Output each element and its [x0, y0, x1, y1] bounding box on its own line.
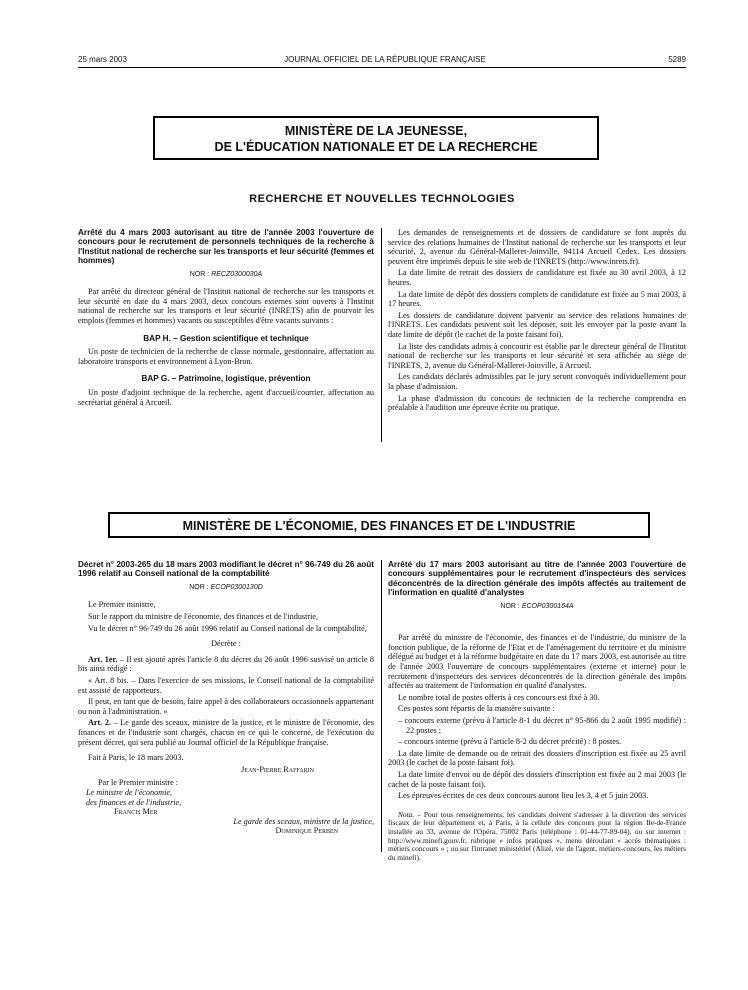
- arrete2-p2: Le nombre total de postes offerts à ces concours est fixé à 30.: [398, 692, 600, 702]
- ministry-title-line1: MINISTÈRE DE LA JEUNESSE,: [284, 124, 468, 138]
- arrete2-column: [388, 560, 686, 864]
- arrete2-p5: La date limite d'envoi ou de dépôt des dossiers d'inscription est fixée au 2 mai 2003 (le cachet de la poste faisant foi).: [388, 769, 686, 789]
- header-rule: [78, 67, 686, 68]
- decret-p2: Sur le rapport du ministre de l'économie, des finances et de l'industrie,: [88, 612, 319, 621]
- nor-code: RECZ0300030A: [211, 270, 263, 278]
- nota-text: – Pour tous renseignements, les candidats doivent s'adresser à la direction des services fiscaux de leur département et, à Paris, à la cellule des concours pour la région Ile-de-France installée au 33, avenue de l'Opéra, 75002 Paris (téléphone : 01-44-77-89-04), ou sur internet : http://www.minefi.gouv.fr, rubrique « infos pratiques », menu déroulant « accès thématiques : métiers concours » ; ou sur l'intranet ministériel (Alizé, vie de l'agent, métiers-concours, les métiers du minefi).: [388, 809, 686, 862]
- arrete2-nor: [388, 602, 686, 612]
- art2-label: Art. 2.: [88, 718, 111, 728]
- signer-perben: Dominique Perben: [275, 826, 338, 836]
- list-item: – concours externe (prévu à l'article 8-1 du décret n° 95-866 du 2 août 1995 modifié) : 22 postes ;: [398, 715, 686, 735]
- bap-h-label: BAP H. – Gestion scientifique et technique: [143, 333, 309, 343]
- arrete2-p6: Les épreuves écrites de ces deux concours auront lieu les 3, 4 et 5 juin 2003.: [398, 791, 649, 801]
- arrete2-p1: Par arrêté du ministre de l'économie, des finances et de l'industrie, du ministre de la fonction publique, de la réforme de l'Etat et de l'aménagement du territoire et du ministre délégué au budget et à la réforme budgétaire en date du 17 mars 2003, est autorisée au titre de l'année 2003 l'ouverture de concours supplémentaires (externe et interne) pour le recrutement d'inspecteurs des services déconcentrés de la direction générale des impôts affectés au traitement de l'information en qualité d'analystes.: [388, 633, 686, 691]
- arrete1-r6: Les candidats déclarés admissibles par le jury seront convoqués individuellement pour la phase d'admission.: [388, 372, 686, 391]
- bap-g-label: BAP G. – Patrimoine, logistique, prévention: [141, 374, 311, 384]
- arrete1-r1: Les demandes de renseignements et de dossiers de candidature se font auprès du service des relations humaines de l'Institut national de recherche sur les transports et leur sécurité, 2, avenue du Général-Malleret-Joinville, 94114 Arcueil Cedex. Les dossiers peuvent être imprimés depuis le site web de l'INRETS (http://www.inrets.fr).: [388, 228, 686, 266]
- nor-label: NOR :: [189, 583, 209, 591]
- arrete1-title: Arrêté du 4 mars 2003 autorisant au titre de l'année 2003 l'ouverture de concours pour le recrutement de personnels techniques de la recherche à l'Institut national de recherche sur les transports et leur sécurité (femmes et hommes): [78, 228, 374, 266]
- ministre-eco-line1: Le ministre de l'économie,: [86, 787, 173, 797]
- decret-art2: [78, 718, 374, 747]
- section-title-recherche: RECHERCHE ET NOUVELLES TECHNOLOGIES: [249, 193, 515, 205]
- ministre-eco-line2: des finances et de l'industrie,: [86, 797, 182, 807]
- bap-h-text: Un poste de technicien de la recherche de classe normale, gestionnaire, affectation au laboratoire transports et environnement à Lyon-Bron.: [78, 347, 374, 366]
- ministry2-title: MINISTÈRE DE L'ÉCONOMIE, DES FINANCES ET DE L'INDUSTRIE: [182, 519, 576, 533]
- nor-code: ECOP0300130D: [210, 583, 263, 591]
- nota-label: Nota.: [398, 809, 415, 819]
- decret-p3: Vu le décret n° 96-749 du 26 août 1996 relatif au Conseil national de la comptabilité,: [88, 623, 367, 633]
- art1-text: – Il est ajouté après l'article 8 du décret du 26 août 1996 susvisé un article 8 bis ainsi rédigé :: [78, 654, 375, 674]
- par-premier-ministre: Par le Premier ministre :: [98, 778, 179, 788]
- decret-column: [78, 560, 374, 836]
- decret-art8bis: « Art. 8 bis. – Dans l'exercice de ses missions, le Conseil national de la comptabilité est assisté de rapporteurs.: [78, 675, 374, 695]
- list-item: – concours interne (prévu à l'article 8-2 du décret précité) : 8 postes.: [398, 737, 622, 747]
- garde-des-sceaux: Le garde des sceaux, ministre de la justice,: [233, 816, 374, 826]
- column-divider-2: [381, 560, 382, 852]
- arrete2-p4: La date limite de demande ou de retrait des dossiers d'inscription est fixée au 25 avril 2003 (le cachet de la poste faisant foi).: [388, 748, 686, 768]
- postes-list: [388, 716, 686, 747]
- arrete1-r4: Les dossiers de candidature doivent parvenir au service des relations humaines de l'INRETS. Les candidats peuvent soit les déposer, soit les envoyer par la poste avant la date limite de dépôt (le cachet de la poste faisant foi).: [388, 310, 686, 339]
- arrete1-right-column: [388, 228, 686, 415]
- art1-label: Art. 1er.: [88, 654, 118, 664]
- decret-title: Décret n° 2003-265 du 18 mars 2003 modifiant le décret n° 96-749 du 26 août 1996 relatif au Conseil national de la comptabilité: [78, 560, 374, 579]
- decret-art1: [78, 655, 374, 674]
- bap-g-heading: [78, 374, 374, 384]
- header-date: 25 mars 2003: [78, 55, 127, 64]
- column-divider-1: [381, 228, 382, 442]
- decret-nor: [78, 583, 374, 593]
- decret-p1: Le Premier ministre,: [88, 600, 156, 610]
- arrete2-p3: Ces postes sont répartis de la manière suivante :: [398, 704, 555, 714]
- ministry-title-line2: DE L'ÉDUCATION NATIONALE ET DE LA RECHERCHE: [214, 140, 538, 154]
- arrete1-r3: La date limite de dépôt des dossiers complets de candidature est fixée au 5 mai 2003, à 17 heures.: [388, 289, 686, 309]
- bap-h-heading: [78, 334, 374, 344]
- signer-raffarin: Jean-Pierre Raffarin: [241, 764, 314, 774]
- bap-g-text: Un poste d'adjoint technique de la recherche, agent d'accueil/courrier, affectation au secrétariat général à Arcueil.: [78, 387, 374, 407]
- arrete1-r2: La date limite de retrait des dossiers de candidature est fixée au 30 avril 2003, à 12 heures.: [388, 268, 686, 287]
- nor-code: ECOP0300164A: [521, 602, 574, 610]
- decret-art8bis2: Il peut, en tant que de besoin, faire appel à des collaborateurs occasionnels appartenant ou non à l'administration. »: [78, 697, 374, 716]
- header-page-number: 5289: [668, 55, 686, 64]
- arrete1-nor: [78, 270, 374, 280]
- header-journal-title: JOURNAL OFFICIEL DE LA RÉPUBLIQUE FRANÇAISE: [284, 55, 486, 64]
- ministry-box-economie: [108, 512, 650, 538]
- arrete1-para1: Par arrêté du directeur général de l'Institut national de recherche sur les transports et leur sécurité en date du 4 mars 2003, deux concours externes sont ouverts à l'Institut national de recherche sur les transports et leur sécurité (INRETS) afin de pourvoir les emplois (femmes et hommes) vacants ou susceptibles d'être vacants suivants :: [78, 287, 374, 325]
- art2-text: – Le garde des sceaux, ministre de la justice, et le ministre de l'économie, des finances et de l'industrie sont chargés, chacun en ce qui le concerne, de l'exécution du présent décret, qui sera publié au Journal officiel de la République française.: [78, 718, 374, 747]
- arrete2-nota: [388, 811, 686, 863]
- nor-label: NOR :: [189, 270, 210, 278]
- arrete1-r7: La phase d'admission du concours de technicien de la recherche comprendra en préalable à l'audition une épreuve écrite ou pratique.: [388, 393, 686, 413]
- arrete2-title: Arrêté du 17 mars 2003 autorisant au titre de l'année 2003 l'ouverture de concours supplémentaires pour le recrutement d'inspecteurs des services déconcentrés de la direction générale des impôts affectés au traitement de l'information en qualité d'analystes: [388, 560, 686, 598]
- ministry-box-education: [153, 116, 599, 160]
- decret-fait: Fait à Paris, le 18 mars 2003.: [88, 753, 184, 763]
- decrete: Décrète :: [211, 639, 241, 649]
- nor-label: NOR :: [500, 602, 520, 610]
- arrete1-r5: La liste des candidats admis à concourir est établie par le directeur général de l'Institut national de recherche sur les transports et leur sécurité et sera affichée au siège de l'INRETS, 2, avenue du Général-Malleret-Joinville, à Arcueil.: [388, 341, 686, 370]
- signer-mer: Francis Mer: [114, 807, 158, 817]
- arrete1-left-column: [78, 228, 374, 409]
